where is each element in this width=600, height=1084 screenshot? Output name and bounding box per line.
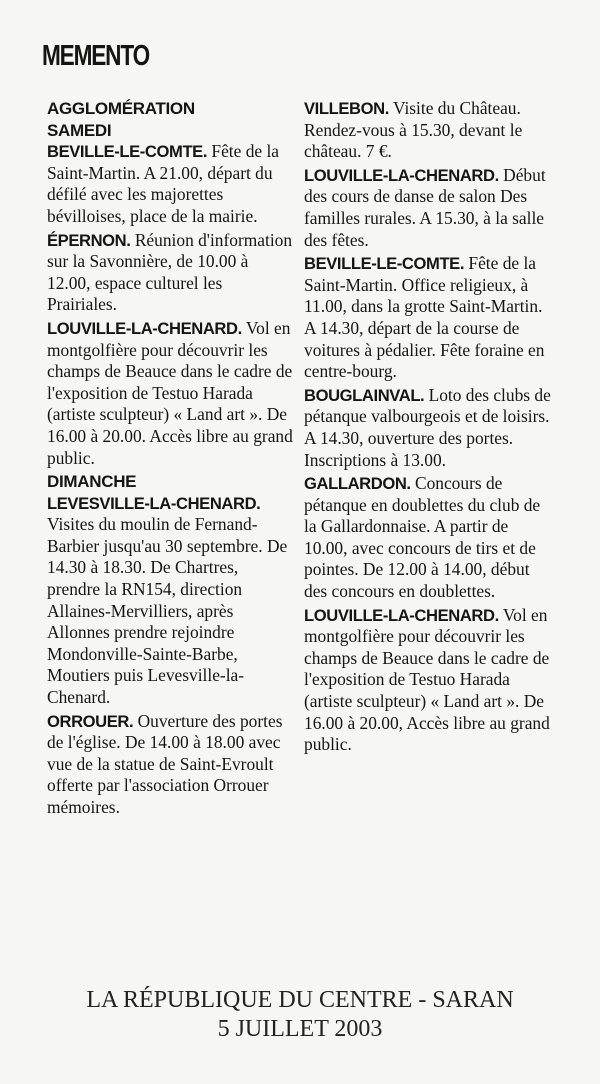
event-text: Fête de la Saint-Martin. Office religieux, à 11.00, dans la grotte Saint-Martin. A 14.30, départ de la course de voitures à pédalier. Fête foraine en centre-bourg. [304,253,545,382]
left-column [47,98,294,821]
event-place: BOUGLAINVAL. [304,385,425,405]
event-entry [304,165,551,251]
source-date: 5 JUILLET 2003 [217,1016,383,1042]
event-text: Visite du Château. Rendez-vous à 15.30, devant le château. 7 €. [304,98,523,162]
event-text: Concours de pétanque en doublettes du club de la Gallardonnaise. A partir de 10.00, avec concours de tirs et de pointes. De 12.00 à 14.00, début des concours en doublettes. [304,473,541,602]
event-entry [304,385,551,471]
event-place: ÉPERNON. [47,230,131,250]
event-entry [304,253,551,383]
event-place: LEVESVILLE-LA-CHENARD. [47,493,261,513]
event-text: Vol en montgolfière pour découvrir les champs de Beauce dans le cadre de l'exposition de Testuo Harada (artiste sculpteur) « Land art ». De 16.00 à 20.00, Accès libre au grand public. [304,604,550,755]
event-entry [47,493,294,709]
event-entry [47,141,294,227]
event-entry [304,473,551,603]
section-heading-agglomeration: AGGLOMÉRATION [47,99,195,118]
memento-title: MEMENTO [42,40,150,72]
event-place: LOUVILLE-LA-CHENARD. [47,318,242,338]
event-entry [47,230,294,316]
event-place: BEVILLE-LE-COMTE. [47,142,208,162]
event-text: Loto des clubs de pétanque valbourgeois et de loisirs. A 14.30, ouverture des portes. Inscriptions à 13.00. [304,384,551,470]
event-entry [47,318,294,469]
event-text: Vol en montgolfière pour découvrir les champs de Beauce dans le cadre de l'exposition de Testuo Harada (artiste sculpteur) « Land art ». De 16.00 à 20.00. Accès libre au grand public. [47,317,293,468]
event-place: BEVILLE-LE-COMTE. [304,254,465,274]
day-heading-dimanche: DIMANCHE [47,472,137,492]
event-entry [304,98,551,163]
event-text: Fête de la Saint-Martin. A 21.00, départ du défilé avec les majorettes bévilloises, place de la mairie. [47,141,280,226]
event-entry [47,711,294,819]
event-place: LOUVILLE-LA-CHENARD. [304,165,499,185]
right-column [304,98,551,758]
day-heading-samedi: SAMEDI [47,120,112,140]
event-place: LOUVILLE-LA-CHENARD. [304,605,499,625]
event-text: Visites du moulin de Fernand-Barbier jusqu'au 30 septembre. De 14.30 à 18.30. De Chartres, prendre la RN154, direction Allaines-Mervilliers, après Allonnes prendre rejoindre Mondonville-Sainte-Barbe, Moutiers puis Levesville-la-Chenard. [47,514,288,708]
event-place: ORROUER. [47,711,134,731]
event-place: GALLARDON. [304,474,411,494]
event-text: Ouverture des portes de l'église. De 14.00 à 18.00 avec vue de la statue de Saint-Evroult offerte par l'association Orrouer mémoires. [47,710,283,817]
event-text: Début des cours de danse de salon Des familles rurales. A 15.30, à la salle des fêtes. [304,164,546,250]
source-publication: LA RÉPUBLIQUE DU CENTRE - SARAN [86,987,514,1013]
event-entry [304,605,551,756]
event-place: VILLEBON. [304,99,389,118]
event-text: Réunion d'information sur la Savonnière, de 10.00 à 12.00, espace culturel les Prairiales. [47,229,293,315]
